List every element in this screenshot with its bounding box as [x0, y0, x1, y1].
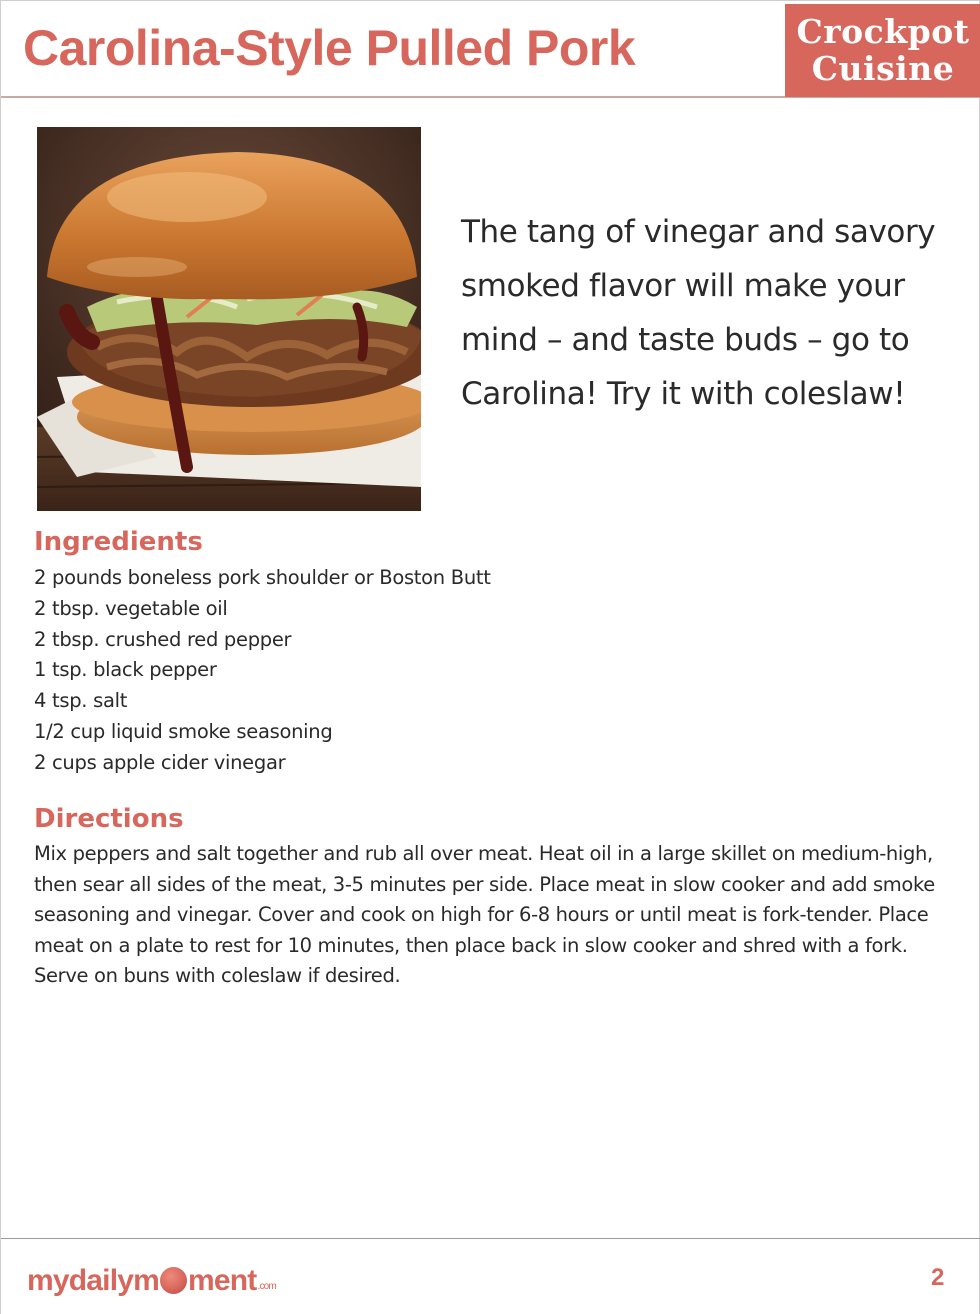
directions-text	[34, 839, 954, 992]
directions-line: then sear all sides of the meat, 3-5 minutes per side. Place meat in slow cooker and add smoke	[34, 872, 935, 896]
page-header	[1, 0, 980, 98]
brand-line-2: Cuisine	[811, 49, 955, 88]
page-number: 2	[931, 1264, 945, 1291]
directions-heading: Directions	[34, 804, 184, 834]
ingredient-item: 4 tsp. salt	[34, 689, 128, 713]
intro-line: Carolina! Try it with coleslaw!	[461, 376, 906, 412]
recipe-intro	[461, 205, 941, 421]
pulled-pork-sandwich-photo	[37, 127, 421, 511]
logo-circle-icon	[160, 1267, 187, 1294]
ingredient-item: 2 cups apple cider vinegar	[34, 750, 286, 774]
logo-suffix: .com	[257, 1281, 276, 1292]
ingredient-item: 1/2 cup liquid smoke seasoning	[34, 719, 333, 743]
ingredient-item: 2 pounds boneless pork shoulder or Boston Butt	[34, 566, 491, 589]
crockpot-cuisine-badge	[785, 4, 980, 97]
mydailymoment-logo[interactable]	[27, 1258, 276, 1298]
ingredient-item: 1 tsp. black pepper	[34, 658, 217, 682]
intro-line: mind – and taste buds – go to	[461, 322, 910, 358]
intro-line: smoked flavor will make your	[461, 268, 905, 304]
sandwich-illustration	[37, 127, 421, 511]
ingredients-list	[34, 563, 491, 779]
directions-line: Serve on buns with coleslaw if desired.	[34, 964, 401, 988]
ingredients-heading: Ingredients	[34, 527, 203, 557]
intro-line: The tang of vinegar and savory	[461, 214, 936, 250]
brand-line-1: Crockpot	[796, 12, 970, 51]
recipe-title: Carolina-Style Pulled Pork	[23, 20, 636, 76]
logo-text-part2: ment	[188, 1264, 257, 1297]
logo-text-part1: mydailym	[27, 1264, 159, 1297]
directions-line: meat on a plate to rest for 10 minutes, then place back in slow cooker and shred with a fork.	[34, 933, 908, 957]
ingredient-item: 2 tbsp. crushed red pepper	[34, 627, 292, 651]
directions-line: seasoning and vinegar. Cover and cook on high for 6-8 hours or until meat is fork-tender. Place	[34, 903, 929, 927]
ingredient-item: 2 tbsp. vegetable oil	[34, 596, 228, 620]
directions-line: Mix peppers and salt together and rub all over meat. Heat oil in a large skillet on medium-high,	[34, 842, 933, 865]
footer-divider	[1, 1238, 980, 1239]
